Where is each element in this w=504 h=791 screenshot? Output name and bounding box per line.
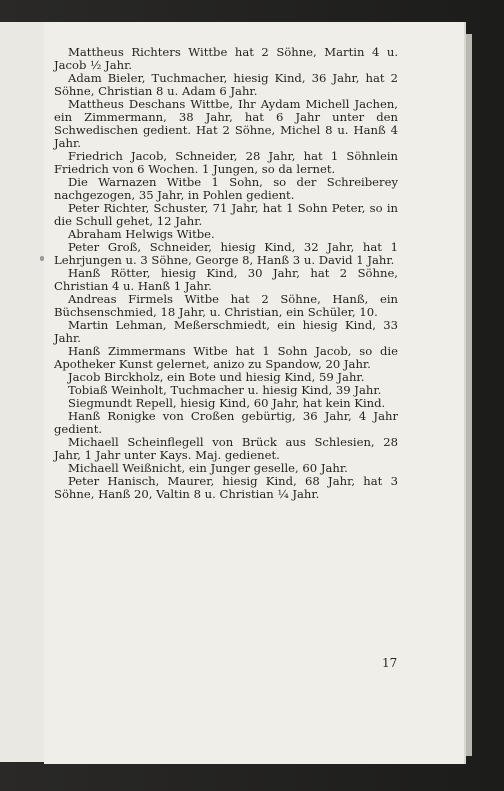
entry: Adam Bieler, Tuchmacher, hiesig Kind, 36 Jahr, hat 2 Söhne, Christian 8 u. Adam 6 Jahr. <box>54 71 398 98</box>
entry: Tobiaß Weinholt, Tuchmacher u. hiesig Kind, 39 Jahr. <box>68 383 382 397</box>
page-stack-edge <box>464 34 472 756</box>
entry: Abraham Helwigs Witbe. <box>68 227 215 241</box>
entry: Martin Lehman, Meßerschmiedt, ein hiesig Kind, 33 Jahr. <box>54 318 398 345</box>
entry: Hanß Rötter, hiesig Kind, 30 Jahr, hat 2 Söhne, Christian 4 u. Hanß 1 Jahr. <box>54 266 398 293</box>
entry: Andreas Firmels Witbe hat 2 Söhne, Hanß, ein Büchsenschmied, 18 Jahr, u. Christian, ein Schüler, 10. <box>54 292 398 319</box>
entry: Friedrich Jacob, Schneider, 28 Jahr, hat 1 Söhnlein Friedrich von 6 Wochen. 1 Jungen, so da lernet. <box>54 149 398 176</box>
entry: Peter Hanisch, Maurer, hiesig Kind, 68 Jahr, hat 3 Söhne, Hanß 20, Valtin 8 u. Christian ¼ Jahr. <box>54 474 398 501</box>
page-number: 17 <box>382 656 398 670</box>
entry: Michaell Scheinflegell von Brück aus Schlesien, 28 Jahr, 1 Jahr unter Kays. Maj. gedienet. <box>54 435 398 462</box>
entry: Michaell Weißnicht, ein Junger geselle, 60 Jahr. <box>68 461 348 475</box>
entry: Die Warnazen Witbe 1 Sohn, so der Schreiberey nachgezogen, 35 Jahr, in Pohlen gedient. <box>54 175 398 202</box>
entry: Hanß Zimmermans Witbe hat 1 Sohn Jacob, so die Apotheker Kunst gelernet, anizo zu Spandow, 20 Jahr. <box>54 344 398 371</box>
previous-page-edge <box>0 22 44 762</box>
entry: Peter Groß, Schneider, hiesig Kind, 32 Jahr, hat 1 Lehrjungen u. 3 Söhne, George 8, Hanß 3 u. David 1 Jahr. <box>54 240 398 267</box>
entry: Siegmundt Repell, hiesig Kind, 60 Jahr, hat kein Kind. <box>68 396 386 410</box>
page-text <box>54 46 398 501</box>
entry: Peter Richter, Schuster, 71 Jahr, hat 1 Sohn Peter, so in die Schull gehet, 12 Jahr. <box>54 201 398 228</box>
entry: Hanß Ronigke von Croßen gebürtig, 36 Jahr, 4 Jahr gedient. <box>54 409 398 436</box>
entry: Mattheus Deschans Wittbe, Ihr Aydam Michell Jachen, ein Zimmermann, 38 Jahr, hat 6 Jahr unter den Schwedischen gedient. Hat 2 Söhne, Michel 8 u. Hanß 4 Jahr. <box>54 97 398 150</box>
entry: Mattheus Richters Wittbe hat 2 Söhne, Martin 4 u. Jacob ½ Jahr. <box>54 45 398 72</box>
entry: Jacob Birckholz, ein Bote und hiesig Kind, 59 Jahr. <box>68 370 365 384</box>
